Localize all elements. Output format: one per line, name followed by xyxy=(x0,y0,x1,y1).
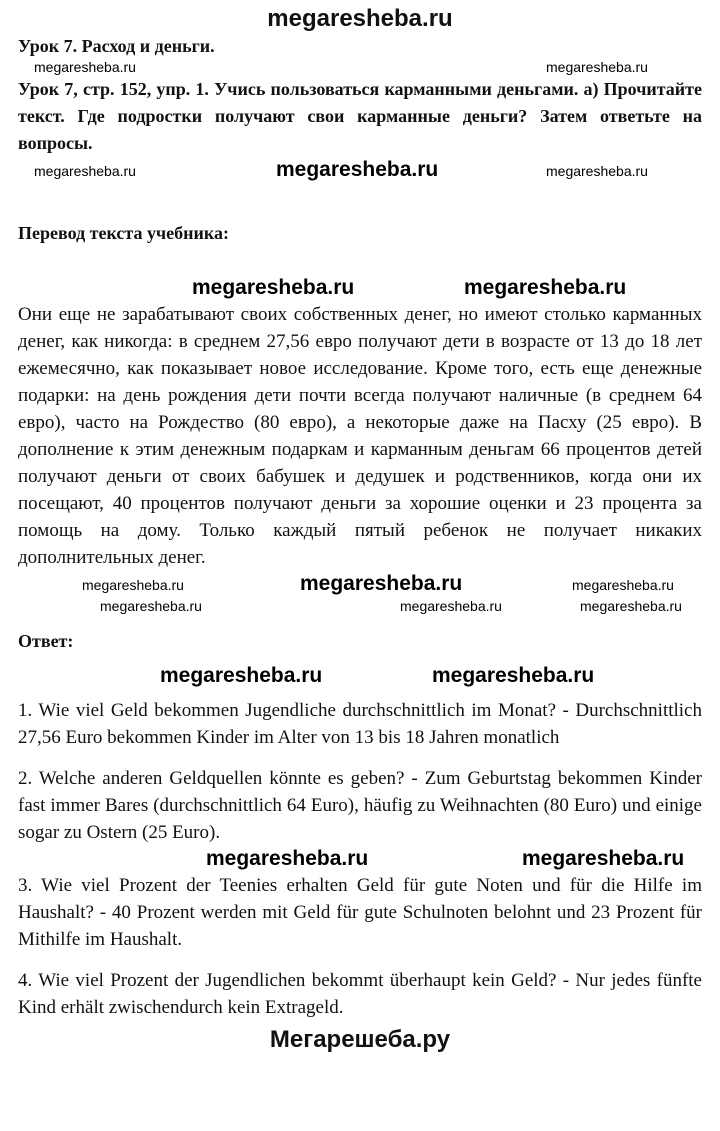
watermark: megaresheba.ru xyxy=(82,577,184,593)
watermark: megaresheba.ru xyxy=(160,664,323,687)
answer-2: 2. Welche anderen Geldquellen könnte es geben? - Zum Geburtstag bekommen Kinder fast immer Bares (durchschnittlich 64 Euro), häufig zu Weihnachten (80 Euro) und einige sogar zu Ostern (25 Euro). xyxy=(18,768,702,843)
watermark-row xyxy=(0,597,720,615)
watermark: megaresheba.ru xyxy=(546,163,648,179)
lesson-title: Урок 7. Расход и деньги. xyxy=(18,36,215,56)
translation-heading: Перевод текста учебника: xyxy=(18,223,229,243)
watermark: megaresheba.ru xyxy=(432,664,595,687)
watermark: megaresheba.ru xyxy=(100,598,202,614)
watermark: megaresheba.ru xyxy=(300,572,463,595)
watermark: megaresheba.ru xyxy=(192,276,355,299)
task-text: Урок 7, стр. 152, упр. 1. Учись пользоваться карманными деньгами. а) Прочитайте текст. Где подростки получают свои карманные деньги? Затем ответьте на вопросы. xyxy=(18,79,702,153)
watermark-row xyxy=(0,157,720,183)
watermark: megaresheba.ru xyxy=(34,59,136,75)
watermark-row xyxy=(0,58,720,76)
watermark-row xyxy=(0,275,720,301)
translation-text: Они еще не зарабатывают своих собственных денег, но имеют столько карманных денег, как никогда: в среднем 27,56 евро получают дети в возрасте от 13 до 18 лет ежемесячно, как показывает новое исследование. Кроме того, есть еще денежные подарки: на день рождения дети почти всегда получают наличные (в среднем 64 евро), часто на Рождество (80 евро), а некоторые даже на Пасху (25 евро). В дополнение к этим денежным подаркам и карманным деньгам 66 процентов детей получают деньги от своих бабушек и дедушек и родственников, когда они их посещают, 40 процентов получают деньги за хорошие оценки и 23 процента за помощь на дому. Только каждый пятый ребенок не получает никаких дополнительных денег. xyxy=(18,304,702,568)
answer-4: 4. Wie viel Prozent der Jugendlichen bekommt überhaupt kein Geld? - Nur jedes fünfte Kind erhält zwischendurch kein Extrageld. xyxy=(18,970,702,1018)
watermark: megaresheba.ru xyxy=(34,163,136,179)
answer-1: 1. Wie viel Geld bekommen Jugendliche durchschnittlich im Monat? - Durchschnittlich 27,56 Euro bekommen Kinder im Alter von 13 bis 18 Jahren monatlich xyxy=(18,700,702,748)
watermark: megaresheba.ru xyxy=(276,158,439,181)
watermark: megaresheba.ru xyxy=(572,577,674,593)
watermark: megaresheba.ru xyxy=(580,598,682,614)
watermark: megaresheba.ru xyxy=(522,847,685,870)
site-header: megaresheba.ru xyxy=(267,5,453,32)
watermark: megaresheba.ru xyxy=(546,59,648,75)
watermark-row xyxy=(0,571,720,597)
site-footer: Мегарешеба.ру xyxy=(269,1026,451,1053)
answer-heading: Ответ: xyxy=(18,631,74,651)
watermark: megaresheba.ru xyxy=(400,598,502,614)
watermark: megaresheba.ru xyxy=(206,847,369,870)
answer-3: 3. Wie viel Prozent der Teenies erhalten Geld für gute Noten und für die Hilfe im Haushalt? - 40 Prozent werden mit Geld für gute Schulnoten belohnt und 23 Prozent für Mithilfe im Haushalt. xyxy=(18,875,702,950)
watermark-row xyxy=(0,663,720,689)
watermark: megaresheba.ru xyxy=(464,276,627,299)
watermark-row xyxy=(0,846,720,872)
